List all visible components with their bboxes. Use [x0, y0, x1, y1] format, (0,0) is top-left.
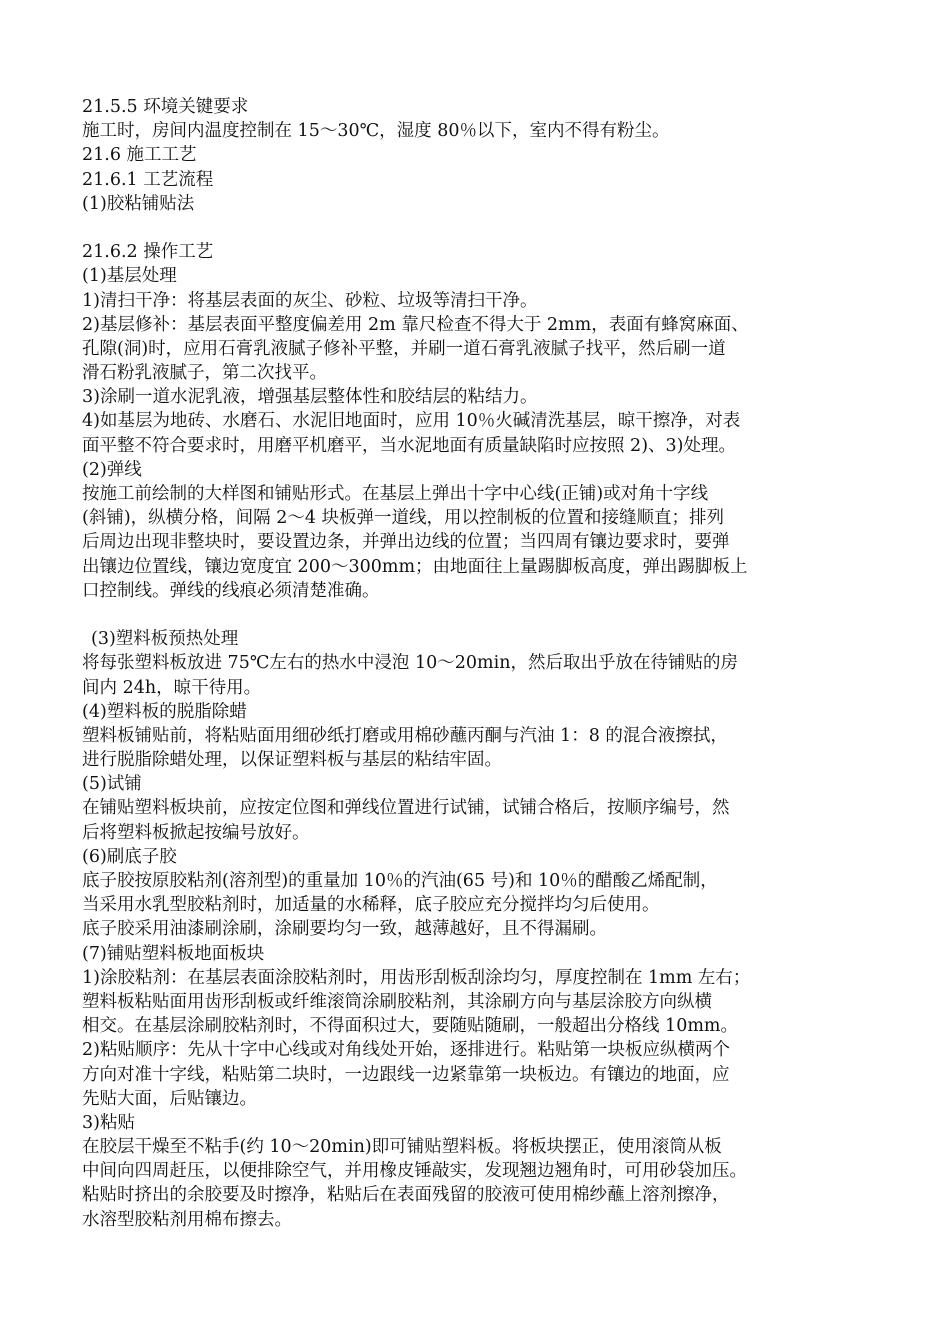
paragraph-line: 出镶边位置线，镶边宽度宜 200～300mm；由地面往上量踢脚板高度，弹出踢脚板上	[82, 556, 748, 577]
paragraph-line: 进行脱脂除蜡处理，以保证塑料板与基层的粘结牢固。	[82, 750, 502, 771]
subheading-line: (5)试铺	[82, 774, 142, 795]
paragraph-line: 在胶层干燥至不粘手(约 10～20min)即可铺贴塑料板。将板块摆正，使用滚筒从板	[82, 1137, 722, 1158]
paragraph-line: 间内 24h，晾干待用。	[82, 677, 262, 698]
paragraph-line: 将每张塑料板放进 75℃左右的热水中浸泡 10～20min，然后取出乎放在待铺贴的房	[82, 653, 738, 674]
paragraph-line: 塑料板粘贴面用齿形刮板或纤维滚筒涂刷胶粘剂，其涂刷方向与基层涂胶方向纵横	[82, 991, 712, 1012]
paragraph-line: 塑料板铺贴前，将粘贴面用细砂纸打磨或用棉砂蘸丙酮与汽油 1：8 的混合液擦拭，	[82, 725, 728, 746]
paragraph-line: 底子胶按原胶粘剂(溶剂型)的重量加 10％的汽油(65 号)和 10％的醋酸乙烯配制，	[82, 871, 718, 891]
subheading-line: (6)刷底子胶	[82, 846, 177, 867]
subheading-line: 3)粘贴	[82, 1112, 135, 1133]
paragraph-line: 施工时，房间内温度控制在 15～30℃，湿度 80％以下，室内不得有粉尘。	[82, 121, 670, 142]
paragraph-line: 底子胶采用油漆刷涂刷，涂刷要均匀一致，越薄越好，且不得漏刷。	[82, 919, 607, 940]
blank-line	[82, 603, 912, 627]
section-heading-21-6: 21.6 施工工艺	[82, 145, 197, 166]
paragraph-line: 2)基层修补：基层表面平整度偏差用 2m 靠尺检查不得大于 2mm，表面有蜂窝麻面、	[82, 314, 749, 335]
paragraph-line: 后周边出现非整块时，要设置边条，并弹出边线的位置；当四周有镶边要求时，要弹	[82, 532, 730, 553]
paragraph-line: 3)涂刷一道水泥乳液，增强基层整体性和胶结层的粘结力。	[82, 387, 538, 408]
paragraph-line: 先贴大面，后贴镶边。	[82, 1088, 257, 1109]
paragraph-line: 口控制线。弹线的线痕必须清楚准确。	[82, 580, 380, 601]
paragraph-line: 4)如基层为地砖、水磨石、水泥旧地面时，应用 10％火碱清洗基层，晾干擦净，对表	[82, 411, 741, 432]
paragraph-line: 方向对准十字线，粘贴第二块时，一边跟线一边紧靠第一块板边。有镶边的地面，应	[82, 1064, 730, 1085]
paragraph-line: 1)涂胶粘剂：在基层表面涂胶粘剂时，用齿形刮板刮涂均匀，厚度控制在 1mm 左右；	[82, 967, 751, 988]
section-heading-21-5-5: 21.5.5 环境关键要求	[82, 97, 249, 117]
paragraph-line: 按施工前绘制的大样图和铺贴形式。在基层上弹出十字中心线(正铺)或对角十字线	[82, 484, 709, 504]
paragraph-line: 当采用水乳型胶粘剂时，加适量的水稀释，底子胶应充分搅拌均匀后使用。	[82, 895, 660, 916]
subheading-line: (1)胶粘铺贴法	[82, 193, 195, 214]
paragraph-line: 水溶型胶粘剂用棉布擦去。	[82, 1209, 292, 1230]
paragraph-line: 孔隙(洞)时，应用石膏乳液腻子修补平整，并刷一道石膏乳液腻子找平，然后刷一道	[82, 338, 726, 359]
blank-line	[82, 216, 912, 240]
subheading-line: (4)塑料板的脱脂除蜡	[82, 701, 247, 722]
subheading-line: (2)弹线	[82, 459, 142, 480]
paragraph-line: (斜铺)，纵横分格，间隔 2～4 块板弹一道线，用以控制板的位置和接缝顺直；排列	[82, 508, 725, 529]
subheading-line: (1)基层处理	[82, 266, 177, 287]
paragraph-line: 在铺贴塑料板块前，应按定位图和弹线位置进行试铺，试铺合格后，按顺序编号，然	[82, 798, 730, 819]
document-body	[82, 95, 912, 1232]
paragraph-line: 滑石粉乳液腻子，第二次找平。	[82, 363, 327, 384]
paragraph-line: 中间向四周赶压，以便排除空气，并用橡皮锤敲实，发现翘边翘角时，可用砂袋加压。	[82, 1161, 747, 1182]
paragraph-line: 后将塑料板掀起按编号放好。	[82, 822, 310, 843]
paragraph-line: 粘贴时挤出的余胶要及时擦净，粘贴后在表面残留的胶液可使用棉纱蘸上溶剂擦净，	[82, 1185, 730, 1206]
subheading-line: (3)塑料板预热处理	[91, 629, 239, 650]
section-heading-21-6-1: 21.6.1 工艺流程	[82, 169, 214, 190]
paragraph-line: 1)清扫干净：将基层表面的灰尘、砂粒、垃圾等清扫干净。	[82, 290, 538, 311]
paragraph-line: 2)粘贴顺序：先从十字中心线或对角线处开始，逐排进行。粘贴第一块板应纵横两个	[82, 1040, 730, 1061]
paragraph-line: 相交。在基层涂刷胶粘剂时，不得面积过大，要随贴随刷，一般超出分格线 10mm。	[82, 1016, 739, 1037]
subheading-line: (7)铺贴塑料板地面板块	[82, 943, 265, 964]
section-heading-21-6-2: 21.6.2 操作工艺	[82, 242, 214, 263]
paragraph-line: 面平整不符合要求时，用磨平机磨平，当水泥地面有质量缺陷时应按照 2)、3)处理。	[82, 435, 736, 456]
